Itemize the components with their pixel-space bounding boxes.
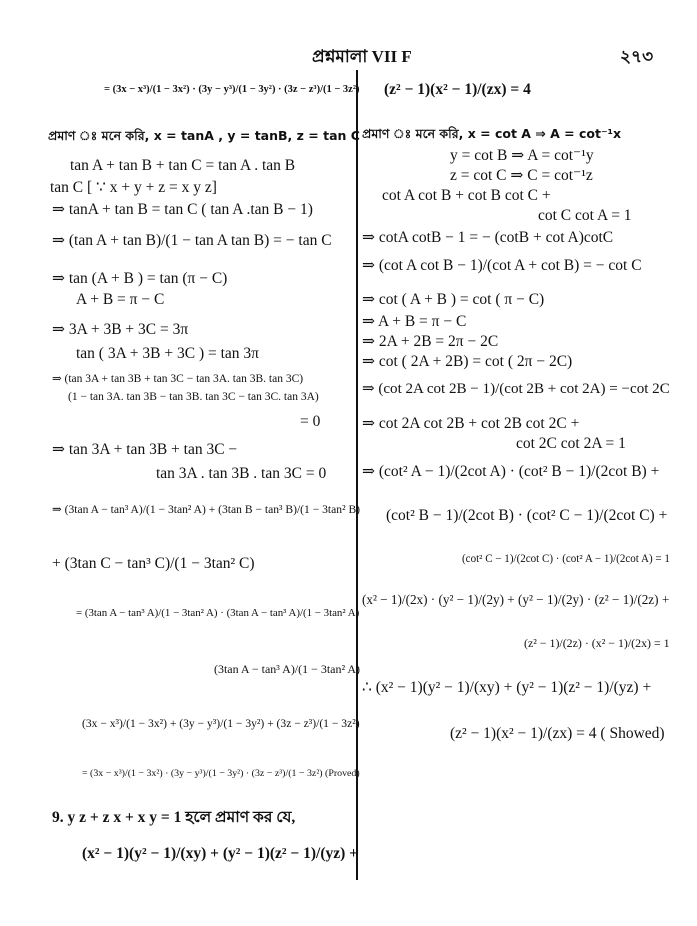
equation-line: tan ( 3A + 3B + 3C ) = tan 3π bbox=[76, 345, 260, 362]
equation-line: ⇒ cotA cotB − 1 = − (cotB + cot A)cotC bbox=[362, 229, 614, 246]
equation-line: (x² − 1)(y² − 1)/(xy) + (y² − 1)(z² − 1)/(yz) + bbox=[82, 845, 359, 862]
equation-line: ⇒ (cot A cot B − 1)/(cot A + cot B) = − cot C bbox=[362, 257, 642, 274]
equation-line: A + B = π − C bbox=[76, 291, 165, 308]
equation-line: ⇒ tan (A + B ) = tan (π − C) bbox=[52, 270, 228, 287]
equation-line: = (3x − x³)/(1 − 3x²) · (3y − y³)/(1 − 3y²) · (3z − z³)/(1 − 3z²) (Proved) bbox=[82, 768, 360, 779]
equation-line: ⇒ tan 3A + tan 3B + tan 3C − bbox=[52, 441, 238, 458]
equation-line: প্রমাণ ঃ মনে করি, x = tanA , y = tanB, z = tan C bbox=[48, 128, 360, 143]
equation-line: ⇒ cot ( A + B ) = cot ( π − C) bbox=[362, 291, 545, 308]
equation-line: (3x − x³)/(1 − 3x²) + (3y − y³)/(1 − 3y²) + (3z − z³)/(1 − 3z²) bbox=[82, 717, 360, 730]
equation-line: tan C [ ∵ x + y + z = x y z] bbox=[50, 179, 217, 196]
equation-line: = 0 bbox=[300, 413, 321, 430]
equation-line: (z² − 1)(x² − 1)/(zx) = 4 bbox=[384, 81, 531, 98]
equation-line: cot C cot A = 1 bbox=[538, 207, 632, 224]
equation-line: ⇒ (tan 3A + tan 3B + tan 3C − tan 3A. tan 3B. tan 3C) bbox=[52, 373, 304, 385]
equation-line: (3tan A − tan³ A)/(1 − 3tan² A) bbox=[214, 662, 360, 676]
equation-line: ⇒ (cot² A − 1)/(2cot A) · (cot² B − 1)/(2cot B) + bbox=[362, 463, 660, 480]
equation-line: (cot² B − 1)/(2cot B) · (cot² C − 1)/(2cot C) + bbox=[386, 507, 668, 524]
equation-line: = (3tan A − tan³ A)/(1 − 3tan² A) · (3tan A − tan³ A)/(1 − 3tan² A) bbox=[76, 607, 360, 619]
equation-line: tan A + tan B + tan C = tan A . tan B bbox=[70, 157, 296, 174]
equation-line: + (3tan C − tan³ C)/(1 − 3tan² C) bbox=[52, 555, 255, 572]
equation-line: (z² − 1)/(2z) · (x² − 1)/(2x) = 1 bbox=[524, 636, 670, 650]
equation-line: cot A cot B + cot B cot C + bbox=[382, 187, 551, 204]
equation-line: ⇒ cot 2A cot 2B + cot 2B cot 2C + bbox=[362, 415, 580, 432]
equation-line: ⇒ (tan A + tan B)/(1 − tan A tan B) = − tan C bbox=[52, 232, 332, 249]
page-number: ২৭৩ bbox=[620, 47, 654, 66]
equation-line: ⇒ 2A + 2B = 2π − 2C bbox=[362, 333, 499, 350]
equation-line: (x² − 1)/(2x) · (y² − 1)/(2y) + (y² − 1)/(2y) · (z² − 1)/(2z) + bbox=[362, 592, 670, 607]
equation-line: প্রমাণ ঃ মনে করি, x = cot A ⇒ A = cot⁻¹x bbox=[362, 126, 622, 141]
equation-line: ⇒ A + B = π − C bbox=[362, 313, 467, 330]
equation-line: ⇒ tanA + tan B = tan C ( tan A .tan B − 1) bbox=[52, 201, 313, 218]
equation-line: = (3x − x³)/(1 − 3x²) · (3y − y³)/(1 − 3y²) · (3z − z³)/(1 − 3z²) bbox=[104, 84, 360, 95]
equation-line: y = cot B ⇒ A = cot⁻¹y bbox=[450, 147, 594, 164]
equation-line: (cot² C − 1)/(2cot C) · (cot² A − 1)/(2cot A) = 1 bbox=[462, 553, 670, 565]
page-header bbox=[0, 44, 697, 70]
column-divider bbox=[356, 70, 358, 880]
equation-line: ∴ (x² − 1)(y² − 1)/(xy) + (y² − 1)(z² − 1)/(yz) + bbox=[362, 679, 652, 696]
equation-line: ⇒ 3A + 3B + 3C = 3π bbox=[52, 321, 189, 338]
equation-line: z = cot C ⇒ C = cot⁻¹z bbox=[450, 167, 593, 184]
equation-line: ⇒ (3tan A − tan³ A)/(1 − 3tan² A) + (3tan B − tan³ B)/(1 − 3tan² B) bbox=[52, 503, 361, 516]
equation-line: tan 3A . tan 3B . tan 3C = 0 bbox=[156, 465, 327, 482]
page-title: প্রশ্নমালা VII F bbox=[312, 47, 412, 66]
equation-line: (1 − tan 3A. tan 3B − tan 3B. tan 3C − tan 3C. tan 3A) bbox=[68, 391, 319, 403]
equation-line: 9. y z + z x + x y = 1 হলে প্রমাণ কর যে, bbox=[52, 809, 296, 826]
equation-line: ⇒ cot ( 2A + 2B) = cot ( 2π − 2C) bbox=[362, 353, 573, 370]
equation-line: ⇒ (cot 2A cot 2B − 1)/(cot 2B + cot 2A) = −cot 2C bbox=[362, 381, 670, 397]
equation-line: (z² − 1)(x² − 1)/(zx) = 4 ( Showed) bbox=[450, 725, 665, 742]
equation-line: cot 2C cot 2A = 1 bbox=[516, 435, 626, 452]
